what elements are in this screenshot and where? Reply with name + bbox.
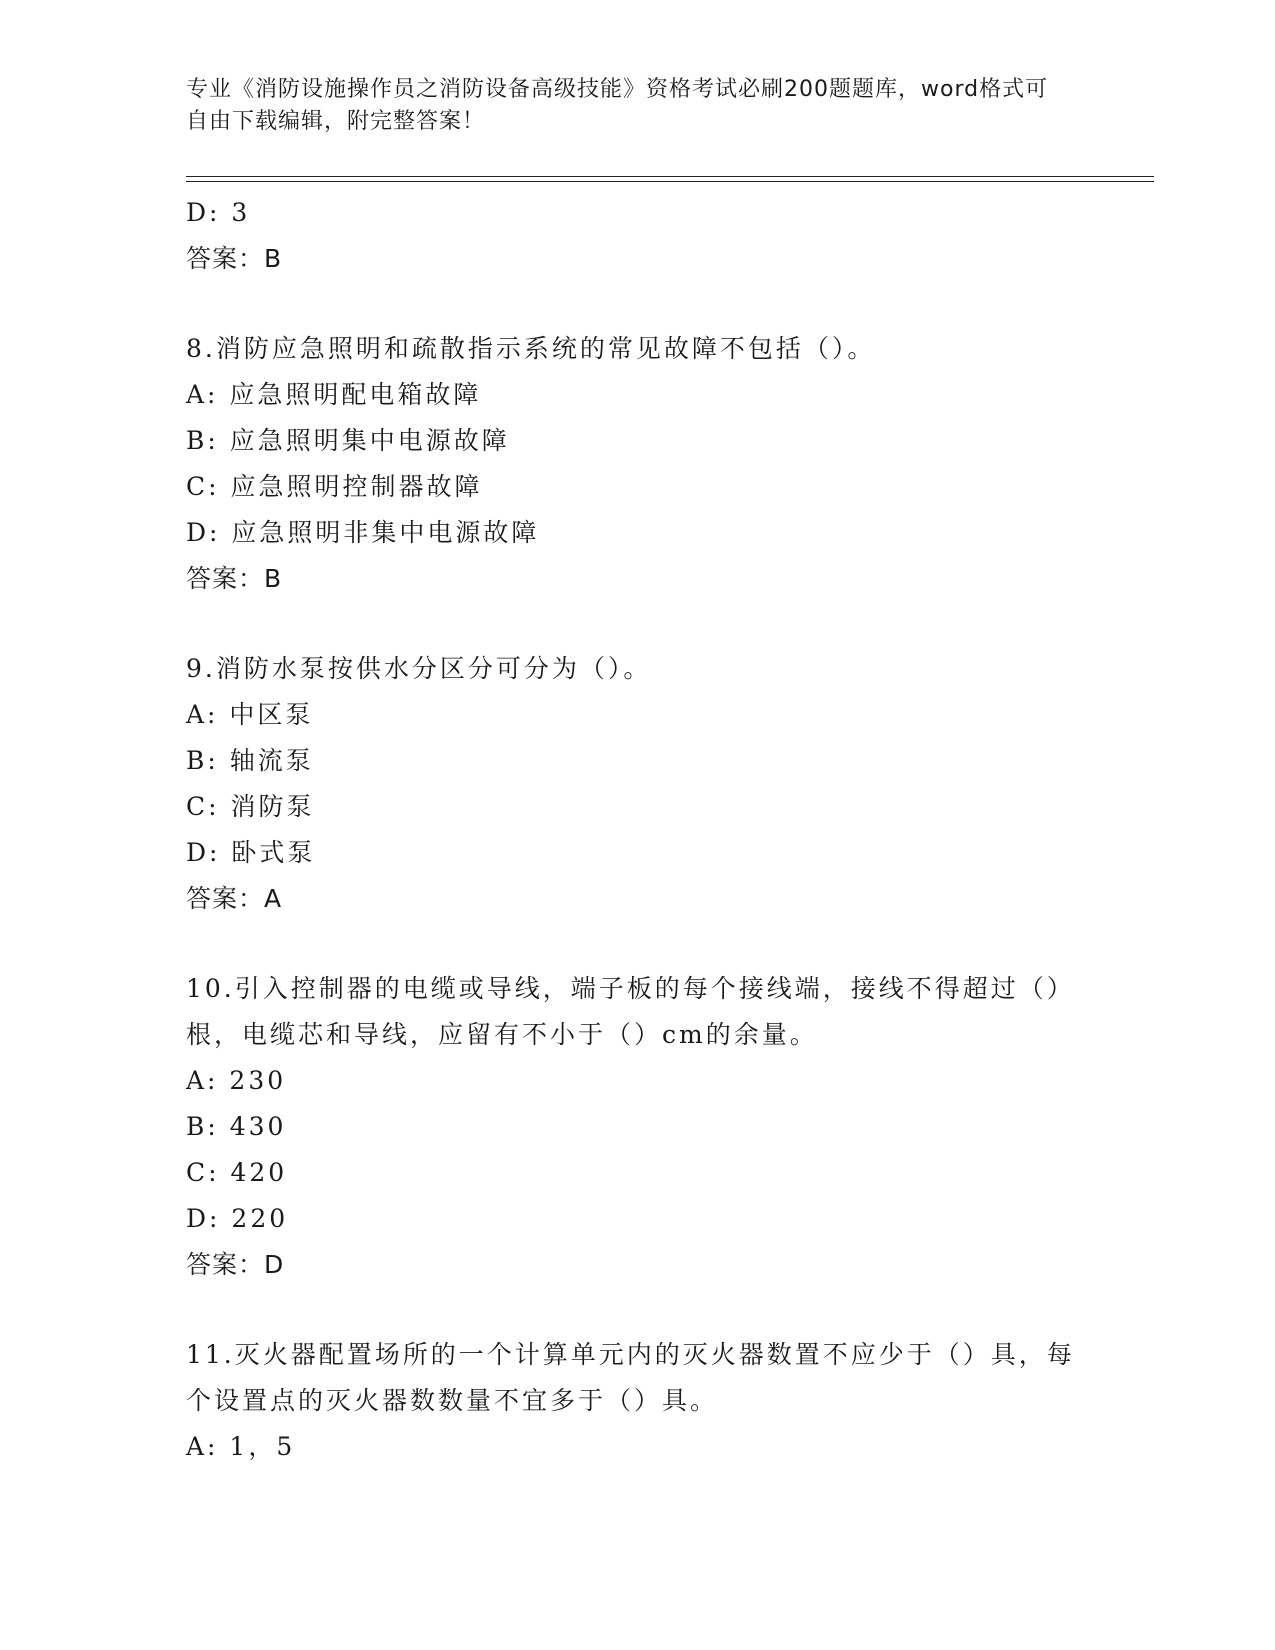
document-header: 专业《消防设施操作员之消防设备高级技能》资格考试必刷200题题库，word格式可自由下载编辑，附完整答案！ — [186, 77, 1049, 134]
question-list — [186, 190, 1076, 1470]
question-block — [186, 326, 1076, 602]
option-d: D: 卧式泵 — [186, 838, 316, 867]
question-block — [186, 966, 1076, 1288]
option-a: A: 中区泵 — [186, 700, 314, 729]
question-text: 8.消防应急照明和疏散指示系统的常见故障不包括（）。 — [186, 334, 876, 363]
question-text: 10.引入控制器的电缆或导线，端子板的每个接线端，接线不得超过（）根，电缆芯和导线，应留有不小于（）cm的余量。 — [186, 974, 1075, 1049]
option-b: B: 430 — [186, 1112, 287, 1141]
option-a: A: 230 — [186, 1066, 287, 1095]
question-text: 9.消防水泵按供水分区分可分为（）。 — [186, 654, 652, 683]
header-divider-bottom — [186, 181, 1154, 182]
option-c: C: 应急照明控制器故障 — [186, 472, 483, 501]
answer-line: 答案：D — [186, 1250, 285, 1279]
option-b: B: 轴流泵 — [186, 746, 314, 775]
option-d: D: 3 — [186, 198, 251, 227]
question-text: 11.灭火器配置场所的一个计算单元内的灭火器数置不应少于（）具，每个设置点的灭火器数数量不宜多于（）具。 — [186, 1340, 1075, 1415]
answer-line: 答案：B — [186, 244, 283, 273]
answer-line: 答案：B — [186, 564, 283, 593]
header-divider-top — [186, 176, 1154, 177]
answer-line: 答案：A — [186, 884, 283, 913]
option-d: D: 应急照明非集中电源故障 — [186, 518, 540, 547]
option-d: D: 220 — [186, 1204, 289, 1233]
option-a: A: 1，5 — [186, 1432, 296, 1461]
option-b: B: 应急照明集中电源故障 — [186, 426, 510, 455]
option-a: A: 应急照明配电箱故障 — [186, 380, 482, 409]
question-block — [186, 1332, 1076, 1470]
option-c: C: 消防泵 — [186, 792, 315, 821]
option-c: C: 420 — [186, 1158, 288, 1187]
question-block — [186, 646, 1076, 922]
